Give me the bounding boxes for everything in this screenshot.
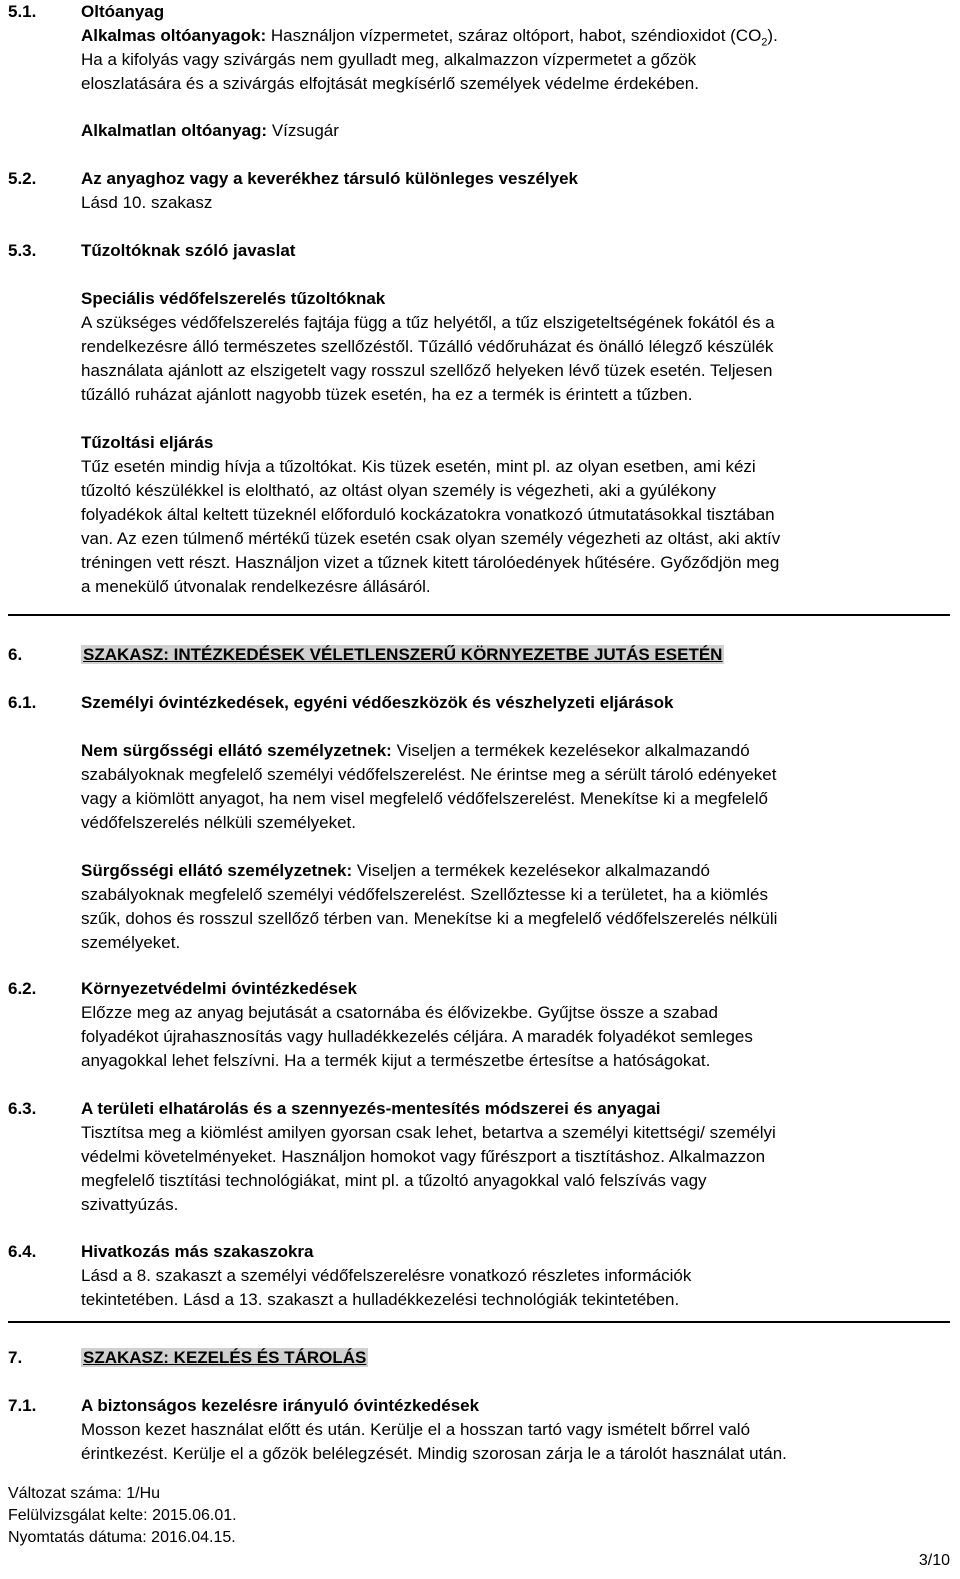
section-6-1 (81, 691, 951, 955)
subsection-title: Tűzoltási eljárás (81, 433, 214, 452)
section-6-4 (81, 1240, 951, 1312)
label-suitable: Alkalmas oltóanyagok: (81, 26, 267, 45)
paragraph-line: Lásd a 8. szakaszt a személyi védőfelszerelésre vonatkozó részletes információk (81, 1266, 692, 1285)
divider (8, 614, 950, 616)
paragraph-line: Ha a kifolyás vagy szivárgás nem gyulladt meg, alkalmazzon vízpermetet a gőzök (81, 50, 697, 69)
footer (8, 1483, 237, 1549)
paragraph-line: Mosson kezet használat előtt és után. Kerülje el a hosszan tartó vagy ismételt bőrrel való (81, 1420, 751, 1439)
section-title: Hivatkozás más szakaszokra (81, 1242, 314, 1261)
paragraph (81, 739, 951, 763)
section-title: A területi elhatárolás és a szennyezés-mentesítés módszerei és anyagai (81, 1099, 661, 1118)
section-number: 6.2. (8, 979, 37, 998)
paragraph-line: van. Az ezen túlmenő mértékű tüzek esetén csak olyan személy végezheti az oltást, aki aktív (81, 529, 781, 548)
subscript: 2 (761, 36, 768, 49)
paragraph-line: tűzálló ruházat ajánlott nagyobb tüzek esetén, ha ez a termék is érintett a tűzben. (81, 385, 693, 404)
section-number: 6.3. (8, 1099, 37, 1118)
paragraph-line: tűzoltó készülékkel is eloltható, az oltást olyan személy is végezheti, aki a gyúlékony (81, 481, 716, 500)
section-title: Oltóanyag (81, 2, 165, 21)
paragraph-line: eloszlatására és a szivárgás elfojtását megkísérlő személyek védelme érdekében. (81, 74, 699, 93)
paragraph-line: a menekülő útvonalak rendelkezésre állásáról. (81, 577, 431, 596)
paragraph-line: Tisztítsa meg a kiömlést amilyen gyorsan csak lehet, betartva a személyi kitettségi/ személyi (81, 1123, 776, 1142)
text: ). (767, 26, 778, 45)
section-title: Környezetvédelmi óvintézkedések (81, 979, 357, 998)
section-5-3 (81, 239, 951, 599)
paragraph-line: A szükséges védőfelszerelés fajtája függ a tűz helyétől, a tűz elszigeteltségének fokától és a (81, 313, 775, 332)
section-number: 5.1. (8, 2, 37, 21)
section-title: Személyi óvintézkedések, egyéni védőeszközök és vészhelyzeti eljárások (81, 693, 674, 712)
paragraph-line: Lásd 10. szakasz (81, 193, 213, 212)
section-5-1 (81, 0, 951, 143)
chapter-title: SZAKASZ: KEZELÉS ÉS TÁROLÁS (83, 1348, 367, 1367)
section-6 (81, 643, 951, 667)
label-non-emergency: Nem sürgősségi ellátó személyzetnek: (81, 741, 392, 760)
label-unsuitable: Alkalmatlan oltóanyag: (81, 121, 268, 140)
paragraph-line: használata ajánlott az elszigetelt vagy rosszul szellőző helyeken lévő tüzek esetén. Teljesen (81, 361, 773, 380)
paragraph-line: védőfelszerelés nélküli személyeket. (81, 813, 356, 832)
paragraph (81, 24, 951, 48)
section-6-3 (81, 1097, 951, 1217)
divider (8, 1321, 950, 1323)
paragraph-line: Tűz esetén mindig hívja a tűzoltókat. Kis tüzek esetén, mint pl. az olyan esetben, ami kézi (81, 457, 756, 476)
section-number: 7. (8, 1348, 23, 1367)
paragraph (81, 119, 951, 143)
paragraph-line: személyeket. (81, 933, 181, 952)
paragraph-line: szivattyúzás. (81, 1195, 179, 1214)
text: Viseljen a termékek kezelésekor alkalmazandó (352, 861, 710, 880)
page-number: 3/10 (918, 1552, 950, 1569)
paragraph-line: vagy a kiömlött anyagot, ha nem visel megfelelő védőfelszerelést. Menekítse ki a megfelelő (81, 789, 768, 808)
paragraph-line: szűk, dohos és rosszul szellőző térben van. Menekítse ki a megfelelő védőfelszerelés nélküli (81, 909, 778, 928)
paragraph-line: Előzze meg az anyag bejutását a csatornába és élővizekbe. Gyűjtse össze a szabad (81, 1003, 718, 1022)
paragraph (81, 859, 951, 883)
paragraph-line: védelmi követelményeket. Használjon homokot vagy fűrészport a tisztításhoz. Alkalmazzon (81, 1147, 766, 1166)
text: Használjon vízpermetet, száraz oltóport, habot, széndioxidot (CO (266, 26, 762, 45)
paragraph-line: folyadékok által keltett tüzeknél előforduló kockázatokra vonatkozó útmutatásokkal tisztában (81, 505, 775, 524)
footer-print-date: Nyomtatás dátuma: 2016.04.15. (8, 1529, 236, 1546)
section-6-2 (81, 977, 951, 1073)
section-number: 5.3. (8, 241, 37, 260)
paragraph-line: anyagokkal lehet felszívni. Ha a termék kijut a természetbe értesítse a hatóságokat. (81, 1051, 711, 1070)
section-7 (81, 1346, 951, 1370)
section-title: Tűzoltóknak szóló javaslat (81, 241, 296, 260)
chapter-title: SZAKASZ: INTÉZKEDÉSEK VÉLETLENSZERŰ KÖRNYEZETBE JUTÁS ESETÉN (83, 645, 723, 664)
paragraph-line: rendelkezésre álló természetes szellőzéstől. Tűzálló védőruházat és önálló lélegző készülék (81, 337, 774, 356)
text: Viseljen a termékek kezelésekor alkalmazandó (391, 741, 750, 760)
section-7-1 (81, 1394, 951, 1466)
section-title: Az anyaghoz vagy a keverékhez társuló különleges veszélyek (81, 169, 579, 188)
section-number: 7.1. (8, 1396, 37, 1415)
section-5-2 (81, 167, 951, 215)
paragraph-line: megfelelő tisztítási technológiákat, mint pl. a tűzoltó anyagokkal való felszívás vagy (81, 1171, 707, 1190)
section-number: 6. (8, 645, 23, 664)
section-number: 5.2. (8, 169, 37, 188)
paragraph-line: folyadékot újrahasznosítás vagy hulladékkezelés céljára. A maradék folyadékot semleges (81, 1027, 753, 1046)
paragraph-line: érintkezést. Kerülje el a gőzök belélegzését. Mindig szorosan zárja le a tárolót használat után. (81, 1444, 787, 1463)
paragraph-line: tréningen vett részt. Használjon vizet a tűznek kitett tárolóedények hűtésére. Győződjön meg (81, 553, 780, 572)
paragraph-line: szabályoknak megfelelő személyi védőfelszerelést. Ne érintse meg a sérült tároló edényeket (81, 765, 777, 784)
footer-version: Változat száma: 1/Hu (8, 1485, 161, 1502)
paragraph-line: tekintetében. Lásd a 13. szakaszt a hulladékkezelési technológiák tekintetében. (81, 1290, 680, 1309)
section-number: 6.1. (8, 693, 37, 712)
footer-review-date: Felülvizsgálat kelte: 2015.06.01. (8, 1507, 237, 1524)
paragraph-line: szabályoknak megfelelő személyi védőfelszerelést. Szellőztesse ki a területet, ha a kiömlés (81, 885, 768, 904)
section-number: 6.4. (8, 1242, 37, 1261)
label-emergency: Sürgősségi ellátó személyzetnek: (81, 861, 353, 880)
text: Vízsugár (267, 121, 339, 140)
section-title: A biztonságos kezelésre irányuló óvintézkedések (81, 1396, 480, 1415)
subsection-title: Speciális védőfelszerelés tűzoltóknak (81, 289, 386, 308)
